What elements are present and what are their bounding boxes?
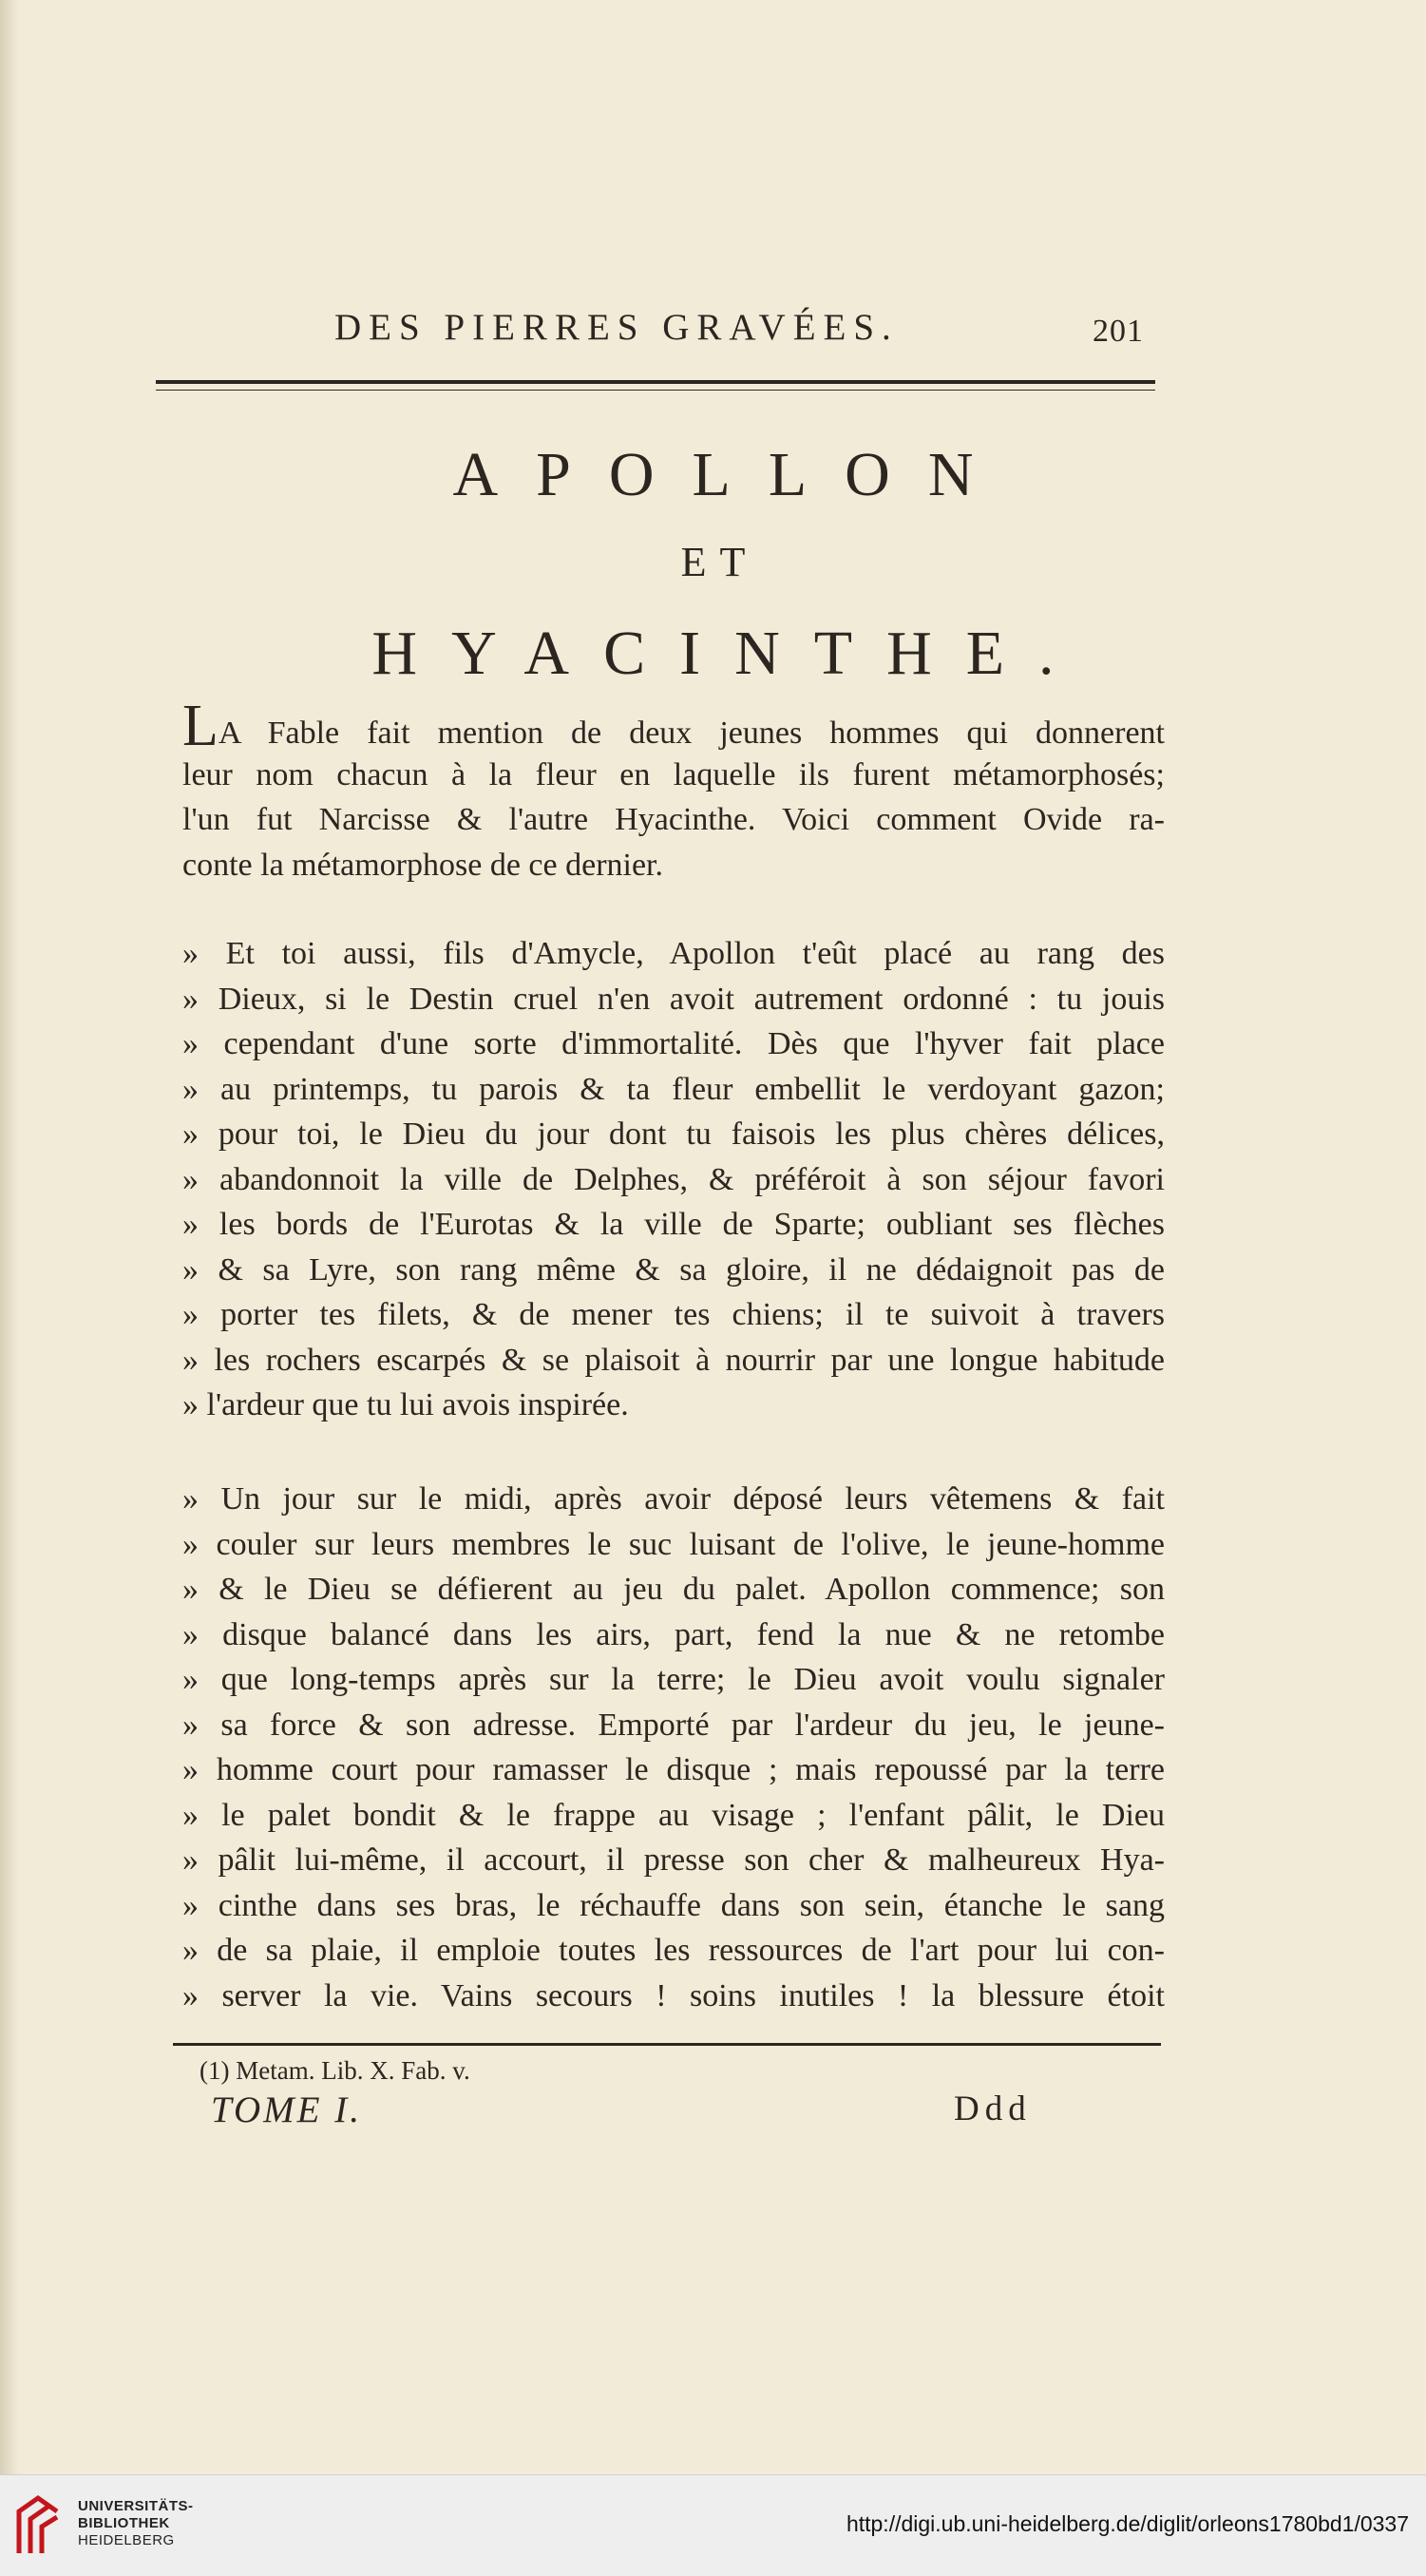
text-line-rest: A Fable fait mention de deux jeunes hommes qui donnerent [218, 716, 1165, 751]
viewer-footer [0, 2474, 1426, 2576]
text-line: » homme court pour ramasser le disque ; mais repoussé par la terre [182, 1752, 1165, 1787]
library-name-line: UNIVERSITÄTS- [78, 2498, 194, 2514]
text-line: leur nom chacun à la fleur en laquelle ils furent métamorphosés; [182, 756, 1165, 792]
text-line: » Un jour sur le midi, après avoir déposé leurs vêtemens & fait [182, 1481, 1165, 1517]
chapter-title-hyacinthe: HYACINTHE. [371, 619, 1089, 688]
header-rule [156, 380, 1155, 391]
text-line: » que long-temps après sur la terre; le Dieu avoit voulu signaler [182, 1662, 1165, 1697]
text-line: » au printemps, tu parois & ta fleur embellit le verdoyant gazon; [182, 1071, 1165, 1107]
text-line: » pâlit lui-même, il accourt, il presse son cher & malheureux Hya- [182, 1842, 1165, 1878]
text-line: » cependant d'une sorte d'immortalité. Dès que l'hyver fait place [182, 1026, 1165, 1061]
text-line: » abandonnoit la ville de Delphes, & préféroit à son séjour favori [182, 1161, 1165, 1197]
text-line: » Et toi aussi, fils d'Amycle, Apollon t'eût placé au rang des [182, 936, 1165, 971]
text-line: » sa force & son adresse. Emporté par l'ardeur du jeu, le jeune- [182, 1707, 1165, 1743]
text-line: » Dieux, si le Destin cruel n'en avoit autrement ordonné : tu jouis [182, 981, 1165, 1017]
footnote: (1) Metam. Lib. X. Fab. v. [200, 2056, 470, 2085]
volume-label: TOME I. [211, 2089, 362, 2130]
chapter-title-et: ET [680, 539, 759, 585]
page-edge-shadow [0, 0, 19, 2474]
text-line: » le palet bondit & le frappe au visage ; l'enfant pâlit, le Dieu [182, 1797, 1165, 1833]
text-line: » server la vie. Vains secours ! soins inutiles ! la blessure étoit [182, 1977, 1165, 2013]
text-line: » les rochers escarpés & se plaisoit à nourrir par une longue habitude [182, 1342, 1165, 1378]
library-logo-icon[interactable] [13, 2492, 63, 2559]
drop-cap: L [182, 694, 219, 758]
text-line: » les bords de l'Eurotas & la ville de Sparte; oubliant ses flèches [182, 1207, 1165, 1242]
chapter-title-apollon: APOLLON [452, 440, 1012, 509]
library-name-line: HEIDELBERG [78, 2532, 175, 2548]
text-line: » & sa Lyre, son rang même & sa gloire, il ne dédaignoit pas de [182, 1251, 1165, 1288]
text-line: » de sa plaie, il emploie toutes les ressources de l'art pour lui con- [182, 1933, 1165, 1968]
footnote-rule [173, 2043, 1161, 2050]
text-line: » porter tes filets, & de mener tes chiens; il te suivoit à travers [182, 1297, 1165, 1332]
text-line: l'un fut Narcisse & l'autre Hyacinthe. Voici comment Ovide ra- [182, 802, 1165, 837]
quote-paragraph-2 [182, 1477, 1165, 2018]
intro-paragraph [182, 694, 1165, 887]
text-line: » l'ardeur que tu lui avois inspirée. [182, 1387, 629, 1422]
text-line: » & le Dieu se défierent au jeu du palet. Apollon commence; son [182, 1572, 1165, 1607]
text-line: » disque balancé dans les airs, part, fend la nue & ne retombe [182, 1616, 1165, 1652]
text-line: conte la métamorphose de ce dernier. [182, 847, 663, 883]
library-name[interactable] [78, 2498, 194, 2549]
page-number: 201 [1093, 314, 1144, 349]
library-name-line: BIBLIOTHEK [78, 2515, 170, 2531]
text-line: » couler sur leurs membres le suc luisant de l'olive, le jeune-homme [182, 1526, 1165, 1562]
text-line [182, 694, 1165, 758]
text-line: » pour toi, le Dieu du jour dont tu faisois les plus chères délices, [182, 1116, 1165, 1152]
signature-mark: Ddd [954, 2089, 1032, 2128]
quote-paragraph-1 [182, 931, 1165, 1428]
source-url-link[interactable]: http://digi.ub.uni-heidelberg.de/diglit/orleons1780bd1/0337 [846, 2511, 1409, 2536]
running-head: DES PIERRES GRAVÉES. [334, 307, 899, 348]
text-line: » cinthe dans ses bras, le réchauffe dans son sein, étanche le sang [182, 1887, 1165, 1923]
